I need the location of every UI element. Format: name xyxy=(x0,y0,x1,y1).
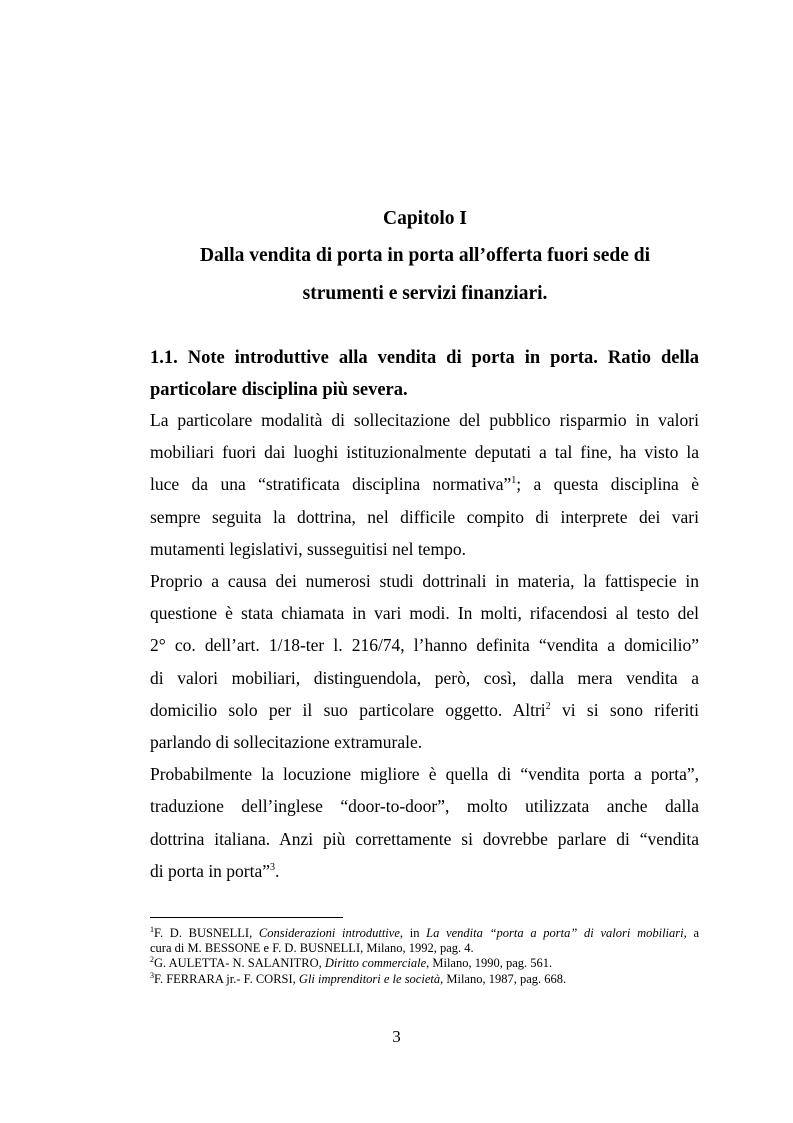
chapter-label: Capitolo I xyxy=(383,208,467,229)
footnote-text: , a xyxy=(683,926,699,940)
footnote-title: Diritto commerciale xyxy=(324,956,427,971)
text-line: parlando di sollecitazione extramurale. xyxy=(150,732,423,753)
footnote-separator xyxy=(150,917,343,918)
page-number: 3 xyxy=(392,1027,401,1046)
footnote-text: F. D. BUSNELLI, xyxy=(154,926,259,940)
text-line: dottrina italiana. Anzi più correttamente si dovrebbe parlare di “vendita xyxy=(150,828,699,849)
text-line: Proprio a causa dei numerosi studi dottrinali in materia, la fattispecie in xyxy=(150,571,699,592)
text-line: di valori mobiliari, distinguendola, però, così, dalla mera vendita a xyxy=(150,667,699,688)
footnote-1-line-2: cura di M. BESSONE e F. D. BUSNELLI, Milano, 1992, pag. 4. xyxy=(150,941,474,956)
text-fragment: . xyxy=(275,860,280,881)
footnote-number: 3 xyxy=(150,970,154,980)
chapter-title-line-2: strumenti e servizi finanziari. xyxy=(302,283,548,304)
text-fragment: luce da una “stratificata disciplina normativa” xyxy=(150,474,512,495)
text-line: La particolare modalità di sollecitazione del pubblico risparmio in valori xyxy=(150,410,699,430)
footnote-1 xyxy=(150,926,699,941)
text-line xyxy=(150,694,699,726)
text-fragment: di porta in porta” xyxy=(150,860,271,881)
paragraph-2 xyxy=(150,565,699,758)
text-line: mutamenti legislativi, susseguitisi nel tempo. xyxy=(150,538,466,559)
footnote-number: 1 xyxy=(150,924,154,934)
footnote-ref-3: 3 xyxy=(270,862,276,874)
text-line xyxy=(150,468,699,500)
footnote-text: F. FERRARA jr.- F. CORSI, xyxy=(154,971,299,986)
footnote-text: , Milano, 1990, pag. 561. xyxy=(426,956,553,971)
footnote-text: , Milano, 1987, pag. 668. xyxy=(440,971,567,986)
text-fragment: vi si sono riferiti xyxy=(550,699,699,720)
footnote-text: , in xyxy=(399,926,427,940)
section-heading-line-2: particolare disciplina più severa. xyxy=(150,380,408,400)
paragraph-3 xyxy=(150,758,699,887)
text-line: sempre seguita la dottrina, nel difficile compito di interprete dei vari xyxy=(150,506,699,527)
footnote-number: 2 xyxy=(150,955,154,965)
footnote-3 xyxy=(150,972,699,987)
footnote-ref-1: 1 xyxy=(511,475,517,487)
footnote-ref-2: 2 xyxy=(545,701,551,712)
section-heading-line-1: 1.1. Note introduttive alla vendita di porta in porta. Ratio della xyxy=(150,348,699,368)
text-line: Probabilmente la locuzione migliore è quella di “vendita porta a porta”, xyxy=(150,764,699,785)
text-line: questione è stata chiamata in vari modi. In molti, rifacendosi al testo del xyxy=(150,603,699,624)
body-text xyxy=(150,404,699,887)
footnote-title: La vendita “porta a porta” di valori mobiliari xyxy=(426,926,684,940)
text-line: traduzione dell’inglese “door-to-door”, molto utilizzata anche dalla xyxy=(150,796,699,817)
text-fragment: domicilio solo per il suo particolare oggetto. Altri xyxy=(150,699,546,720)
text-line: mobiliari fuori dai luoghi istituzionalmente deputati a tal fine, ha visto la xyxy=(150,442,699,463)
paragraph-1 xyxy=(150,404,699,565)
text-fragment: ; a questa disciplina è xyxy=(516,474,699,495)
footnote-text: G. AULETTA- N. SALANITRO, xyxy=(154,956,325,971)
text-line: 2° co. dell’art. 1/18-ter l. 216/74, l’hanno definita “vendita a domicilio” xyxy=(150,635,699,656)
text-line xyxy=(150,855,699,887)
footnotes xyxy=(150,926,699,987)
section-heading xyxy=(150,342,699,406)
footnote-title: Gli imprenditori e le società xyxy=(298,971,441,986)
chapter-title-line-1: Dalla vendita di porta in porta all’offerta fuori sede di xyxy=(199,245,651,266)
footnote-2 xyxy=(150,956,699,971)
footnote-title: Considerazioni introduttive xyxy=(258,926,400,940)
